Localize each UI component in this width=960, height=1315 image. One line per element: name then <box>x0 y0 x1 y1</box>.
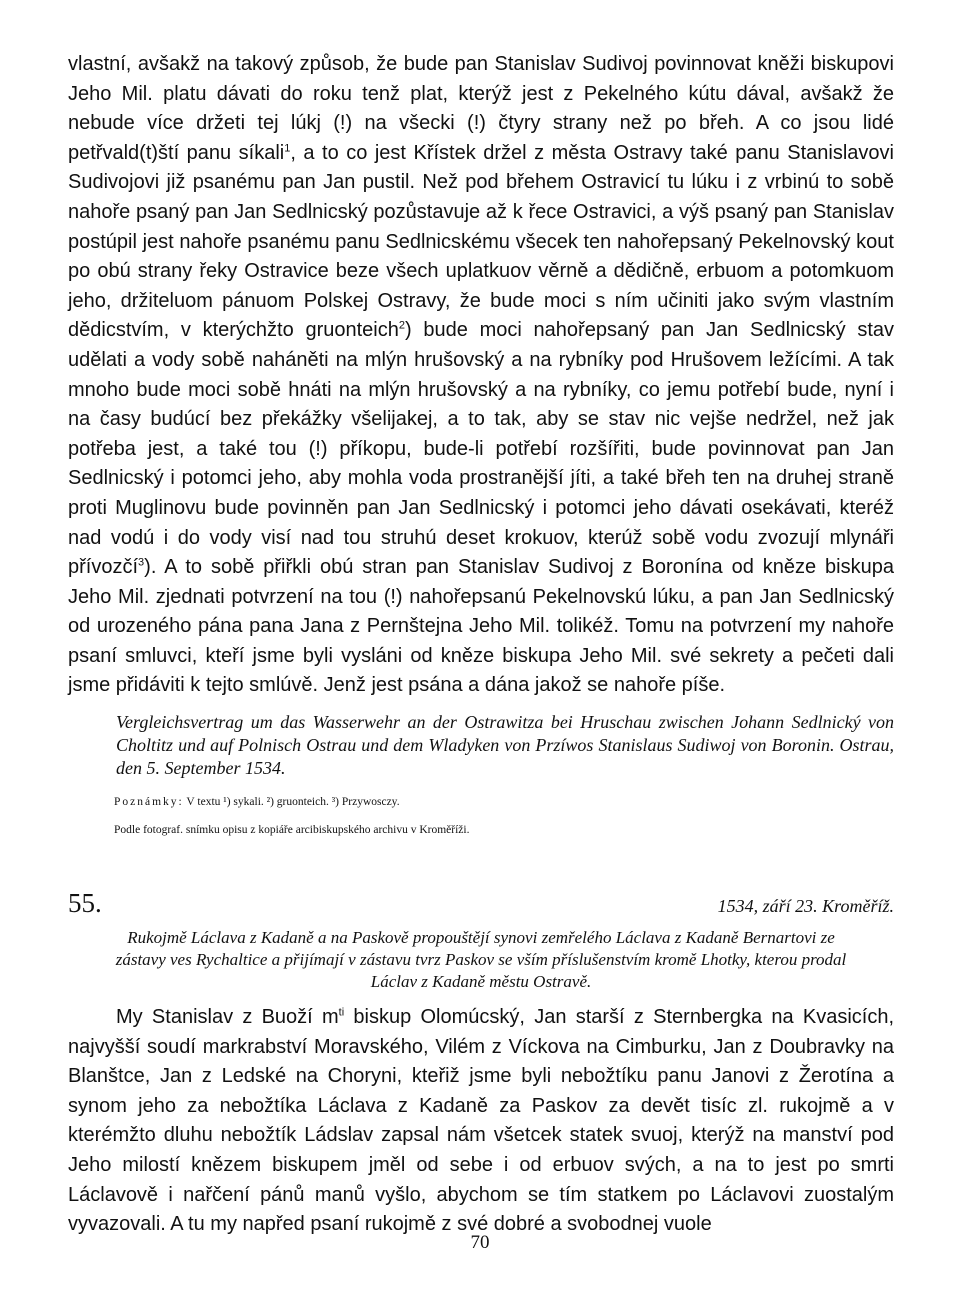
paragraph-text: biskup Olomúcský, Jan starší z Sternbergka na Kvasicích, najvyšší soudí markrabství Moravského, Vilém z Víckova na Cimburku, Jan z Doubravky na Blanštce, Jan z Ledské na Choryni, kteřiž jsme byli nebožtíku panu Janovi z Žerotína a synom jeho za nebožtíka Láclava z Kadaně za Paskov za devět tisíc zl. rukojmě a v kterémžto dluhu nebožtík Ládslav zapsal nám všetcek statek svuoj, kterýž na manství pod Jeho milostí knězem biskupem jměl od sebe i od erbuov svých, a na to jest po smrti Láclavově i nařčení pánů manů vyšlo, abychom se tím statkem po Láclavovi zuostalým vyvazovali. A tu my napřed psaní rukojmě z své dobré a svobodnej vuole <box>68 1006 894 1236</box>
footnote-mark: 1 <box>284 142 291 155</box>
source-note: Podle fotograf. snímku opisu z kopiáře arcibiskupského archivu v Kroměříži. <box>114 824 470 837</box>
german-regest: Vergleichsvertrag um das Wasserwehr an der Ostrawitza bei Hruschau zwischen Johann Sedlnický von Choltitz und auf Polnisch Ostrau und dem Wladyken von Przíwos Stanislaus Sudiwoj von Boronin. Ostrau, den 5. September 1534. <box>116 712 894 779</box>
paragraph-text: vlastní, avšakž na takový způsob, že bude pan Stanislav Sudivoj povinnovat kněži biskupovi Jeho Mil. platu dávati do roku tenž plat, kterýž jest z Pekelného kútu dával, avšakž že nebude více držeti tej lúkj (!) na všecki (!) čtyry strany než po břeh. A co jsou lidé petřvald(t)ští panu síkali <box>68 53 894 164</box>
paragraph-text: ) bude moci nahořepsaný pan Jan Sedlnicský stav udělati a vody sobě naháněti na mlýn hrušovský a na rybníky pod Hrušovem ležícími. A tak mnoho bude moci sobě hnáti na mlýn hrušovský a na rybníky, co jemu potřebí bude, nyní i na časy budúcí bez překážky všelijakej, a to tak, aby se stav nic vejše nedržel, než jak potřeba jest, a také tou (!) příkopu, bude-li potřebí rozšířiti, bude povinnovat pan Jan Sedlnicský i potomci jeho, aby mohla voda prostranější jíti, a také břeh ten na druhej straně proti Muglinovu bude povinněn pan Jan Sedlnicský i potomci jeho dávati osekávati, kteréž nad vodú i do vody visí nad tou struhú deset krokuov, kterúž sobě vodu zvozují mlynáři přívozčí <box>68 319 895 579</box>
document-date: 1534, září 23. Kroměříž. <box>717 896 894 917</box>
page-number: 70 <box>470 1232 490 1253</box>
document-page <box>68 50 894 1240</box>
notes-line <box>114 794 894 810</box>
paragraph-text: , a to co jest Křístek držel z města Ostravy také panu Stanislavovi Sudivojovi již psanému pan Jan pustil. Než pod břehem Ostravicí tu lúku i z vrbinú to sobě nahoře psaný pan Jan Sedlnicský pozůstavuje až k řece Ostravici, a výš psaný pan Stanislav postúpil jest nahoře psanému panu Sedlnicskému všecek ten nahořepsaný Pekelnovský kout po obú strany řeky Ostravice beze všech uplatkuov věrně a dědičně, erbuom a potomkuom jeho, držiteluom pánuom Polskej Ostravy, že bude moci s ním učiniti jako svým vlastním dědicstvím, v kterýchžto gruonteich <box>68 141 894 342</box>
paragraph-text: ). A to sobě přiřkli obú stran pan Stanislav Sudivoj z Boronína od kněze biskupa Jeho Mil. zjednati potvrzení na tou (!) nahořepsanú Pekelnovskú lúku, a pan Jan Sedlnicský od urozeného pána pana Jana z Pernštejna Jeho Mil. tolikéž. Tomu na potvrzení my nahoře psaní smluvci, kteří jsme byli vysláni od kněze biskupa Jeho Mil. své sekrety a pečeti dali jsme přidáviti k tejto smlúvě. Jenž jest psána a dána jakož se nahoře píše. <box>68 556 894 697</box>
abbreviation-mark: ti <box>338 1006 345 1019</box>
notes-label: Poznámky: <box>114 796 184 809</box>
document-heading <box>68 888 894 919</box>
notes-text: V textu ¹) sykali. ²) gruonteich. ³) Przywosczy. <box>186 796 400 809</box>
document-number: 55. <box>68 888 102 919</box>
editorial-notes <box>114 794 894 838</box>
main-paragraph <box>68 50 894 701</box>
document-text <box>68 1003 894 1240</box>
document-summary: Rukojmě Láclava z Kadaně a na Paskově propouštějí synovi zemřelého Láclava z Kadaně Bernartovi ze zástavy ves Rychaltice a přijímají v zástavu tvrz Paskov se vším příslušenstvím kromě Lhotky, kterou prodal Láclav z Kadaně městu Ostravě. <box>115 928 847 992</box>
footnote-mark: 3 <box>138 556 145 569</box>
paragraph-text: My Stanislav z Buoží m <box>116 1006 339 1029</box>
footnote-mark: 2 <box>398 319 405 332</box>
